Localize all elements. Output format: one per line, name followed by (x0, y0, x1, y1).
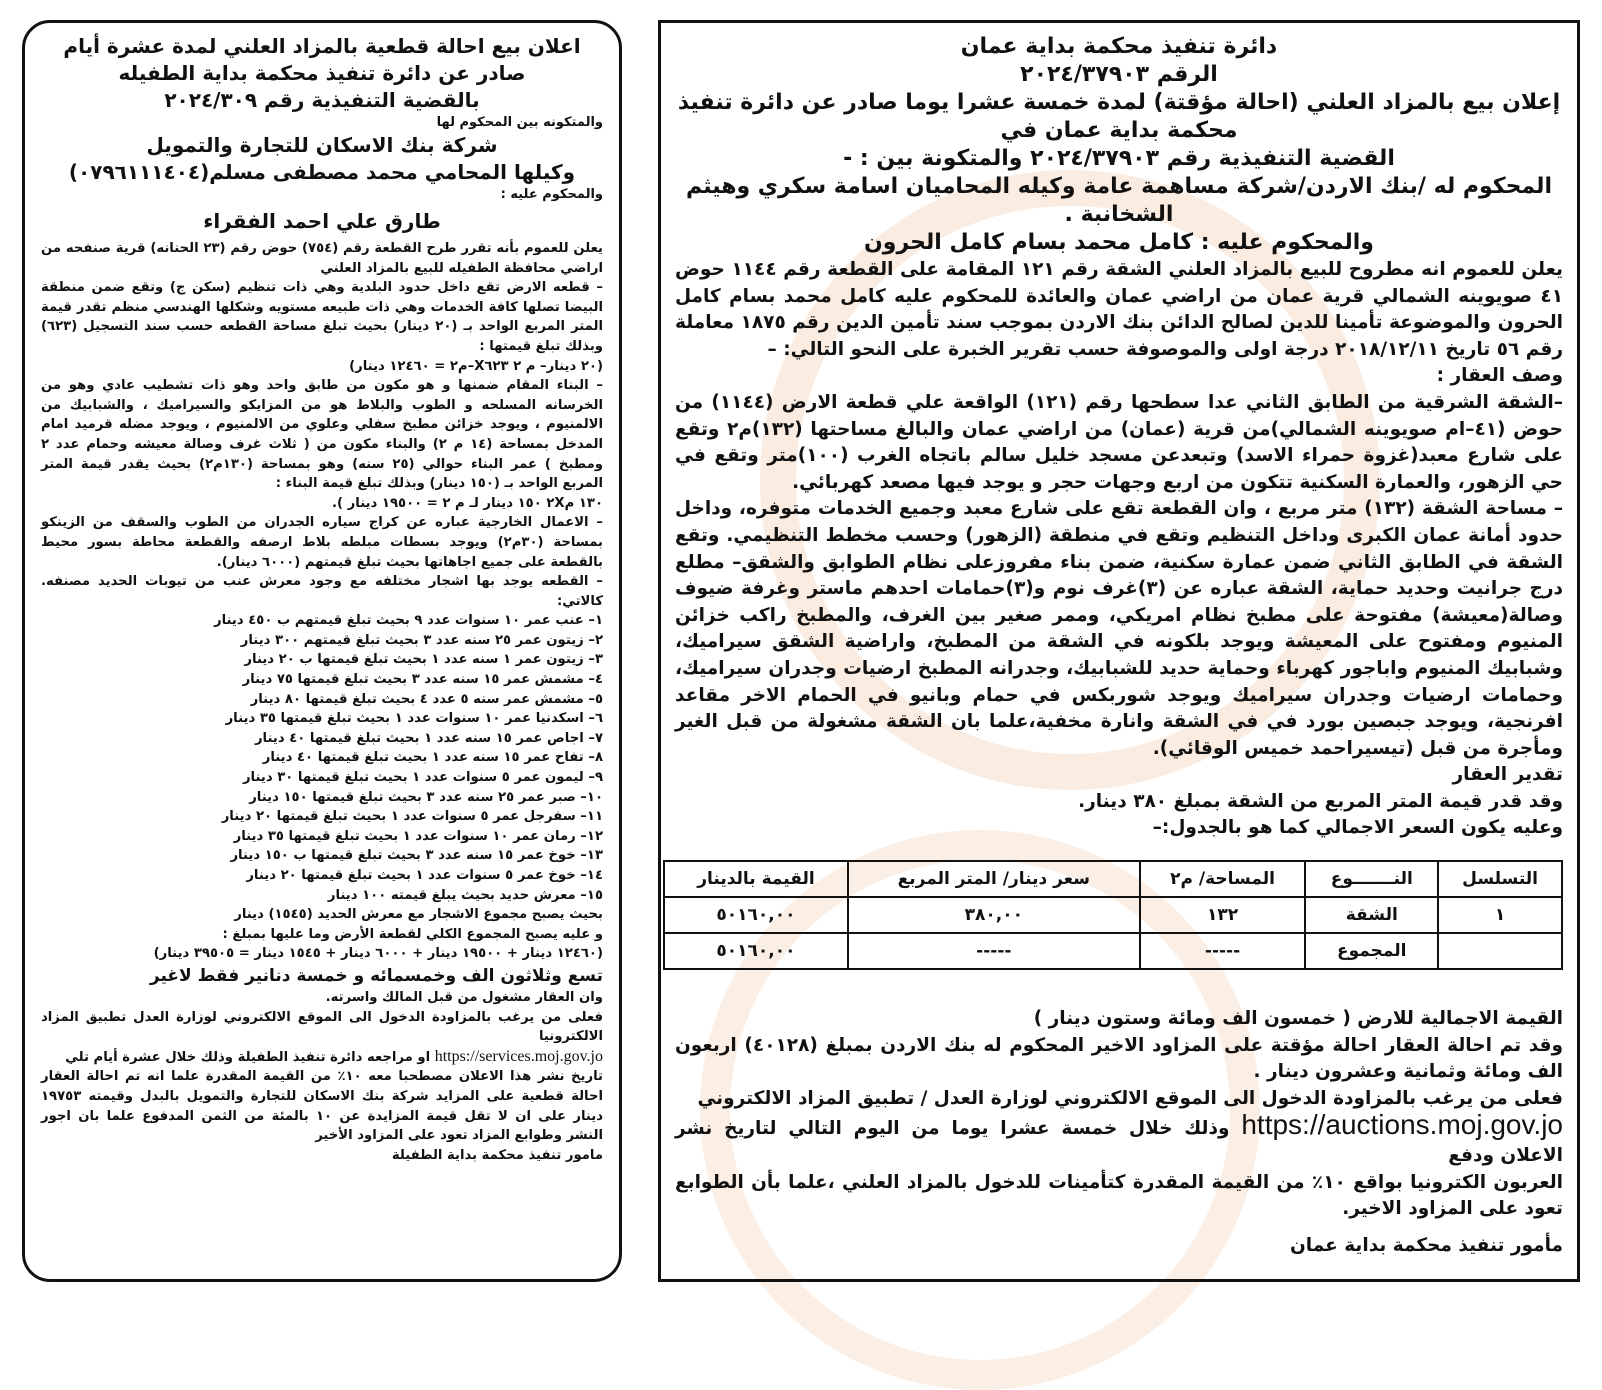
announcement-footer (675, 1006, 1563, 1259)
grand-total-calc: (١٢٤٦٠ دينار + ١٩٥٠٠ دينار + ٦٠٠٠ دينار + ١٥٤٥ دينار = ٣٩٥٠٥ دينار) (153, 946, 603, 962)
intro-paragraph: يعلن للعموم انه مطروح للبيع بالمزاد العلني الشقة رقم ١٢١ المقامة على القطعة رقم ١١٤٤ حوض ٤١ صويوينه الشمالي قرية عمان من اراضي عمان والعائدة للمحكوم عليه كامل محمد بسام كامل الحرون والموضوعة تأمينا للدين لصالح الدائن بنك الاردن بموجب سند تأمين الدين رقم ١٨٧٥ معاملة رقم ٥٦ تاريخ ٢٠١٨/١٢/١١ درجة اولى والموصوفة حسب تقرير الخبرة على النحو التالي: – (675, 259, 1563, 360)
list-item: ٧– اجاص عمر ١٥ سنه عدد ١ بحيث تبلغ قيمتها ٤٠ دينار (254, 730, 603, 746)
provisional-award: وقد تم احالة العقار احالة مؤقتة على المزاود الاخير المحكوم له بنك الاردن بمبلغ (٤٠١٢٨) اربعون الف ومائة وثمانية وعشرون دينار . (675, 1034, 1564, 1083)
deadline-text: او مراجعه دائرة تنفيذ الطفيلة وذلك خلال عشرة أيام تلي (65, 1049, 431, 1065)
list-item: ١– عنب عمر ١٠ سنوات عدد ٩ بحيث تبلغ قيمتهم ب ٤٥٠ دينار (213, 613, 603, 629)
case-number: بالقضية التنفيذية رقم ٢٠٢٤/٣٠٩ (164, 88, 480, 112)
building-value-calc: ١٣٠ م٢X ١٥٠ دينار لـ م ٢ = ١٩٥٠٠ دينار ). (332, 495, 603, 511)
cell: الشقة (1305, 897, 1438, 933)
list-item: ١٥– معرش حديد بحيث يبلغ قيمته ١٠٠ دينار (327, 887, 603, 903)
list-item: ٦– اسكدنيا عمر ١٠ سنوات عدد ١ بحيث تبلغ قيمتها ٣٥ دينار (225, 711, 603, 727)
table-row (664, 933, 1562, 969)
list-item: ٤– مشمش عمر ١٥ سنه عدد ٣ بحيث تبلغ قيمتها ٧٥ دينار (242, 672, 603, 688)
cell: المجموع (1305, 933, 1438, 969)
total-value-words: القيمة الاجمالية للارض ( خمسون الف ومائة وستون دينار ) (1033, 1008, 1563, 1030)
list-item: ١٣– خوخ عمر ١٥ سنه عدد ٣ بحيث تبلغ قيمتها ب ١٥٠ دينار (230, 848, 603, 864)
cell: ----- (1140, 933, 1306, 969)
case-parties-intro: القضية التنفيذية رقم ٢٠٢٤/٣٧٩٠٣ والمتكونة بين : - (843, 146, 1395, 171)
plaintiff: شركة بنك الاسكان للتجارة والتمويل (146, 133, 498, 157)
announcement-body (675, 257, 1563, 842)
defendant: والمحكوم عليه : كامل محمد بسام كامل الحرون (864, 230, 1374, 255)
intro-paragraph: يعلن للعموم بأنه تقرر طرح القطعة رقم (٧٥٤) حوض رقم (٢٣ الحنانه) قرية صنفحه من اراضي محافظة الطفيله للبيع بالمزاد العلني (41, 241, 603, 276)
auctions-link[interactable]: https://auctions.moj.gov.jo (1241, 1109, 1563, 1141)
cell: ----- (848, 933, 1140, 969)
bidding-instructions: فعلى من يرغب بالمزاودة الدخول الى الموقع الالكتروني لوزارة العدل / تطبيق المزاد الالكتروني (697, 1087, 1563, 1109)
trees-total: بحيث يصبح مجموع الاشجار مع معرش الحديد (١٥٤٥) دينار (234, 907, 603, 923)
case-number: الرقم ٢٠٢٤/٣٧٩٠٣ (1020, 62, 1218, 87)
court-name: صادر عن دائرة تنفيذ محكمة بداية الطفيله (118, 61, 526, 85)
land-description: – قطعه الارض تقع داخل حدود البلدية وهي ذات تنظيم (سكن ج) وتقع ضمن منطقة البيضا تصلها كافة الخدمات وهي ذات طبيعه مستويه وشكلها الهندسي منظم تقدر قيمة المتر المربع الواحد بـ (٢٠ دينار) بحيث تبلغ مساحة القطعه حسب سند التسجيل (٦٢٣) وبذلك تبلغ قيمتها : (41, 280, 603, 354)
list-item: ٨– تفاح عمر ١٥ سنه عدد ١ بحيث تبلغ قيمتها ٤٠ دينار (262, 750, 603, 766)
cell: ٥٠١٦٠,٠٠ (664, 897, 848, 933)
property-description-label: وصف العقار : (1436, 365, 1563, 387)
plaintiff: المحكوم له /بنك الاردن/شركة مساهمة عامة وكيله المحاميان اسامة سكري وهيثم الشخانبة . (686, 174, 1552, 227)
announcement-footer (41, 988, 603, 1165)
cell: ١٣٢ (1140, 897, 1306, 933)
defendant-label: والمحكوم عليه : (500, 187, 603, 202)
services-link[interactable]: https://services.moj.gov.jo (434, 1047, 603, 1065)
deadline-text: وذلك خلال خمسة عشرا يوما من اليوم التالي لتاريخ نشر الاعلان ودفع (675, 1118, 1563, 1167)
announcement-title: إعلان بيع بالمزاد العلني (احالة مؤقتة) لمدة خمسة عشرا يوما صادر عن دائرة تنفيذ محكمة بداية عمان في (677, 90, 1561, 143)
trees-intro: – القطعه يوجد بها اشجار مختلفه مع وجود معرش عنب من تيوبات الحديد مصنفه. كالاتي: (41, 574, 603, 609)
tafileh-court-announcement (22, 20, 622, 1282)
external-works: – الاعمال الخارجية عباره عن كراج سياره الجدران من الطوب والسقف من الزينكو بمساحة (٣٠م٢) ويوجد بسطات مبلطه بلاط ارصفه والقطعة محاطة بسور محيط بالقطعة على جميع اجاهاتها بحيث تبلغ قيمتهم (٦٠٠٠ دينار). (41, 515, 603, 570)
header-type: النـــــــوع (1305, 861, 1438, 897)
cell: ٣٨٠,٠٠ (848, 897, 1140, 933)
list-item: ١٢– رمان عمر ١٠ سنوات عدد ١ بحيث تبلغ قيمتها ٣٥ دينار (233, 828, 603, 844)
table-intro: وعليه يكون السعر الاجمالي كما هو بالجدول:– (1152, 817, 1563, 839)
deposit-text: العربون الكترونيا بواقع ١٠٪ من القيمة المقدرة كتأمينات للدخول بالمزاد العلني ،علما بأن الطوابع تعود على المزاود الاخير. (675, 1171, 1564, 1220)
parties-label: والمتكونه بين المحكوم لها (436, 115, 603, 130)
price-per-meter: وقد قدر قيمة المتر المربع من الشقة بمبلغ ٣٨٠ دينار. (1078, 790, 1563, 812)
building-description: – البناء المقام ضمنها و هو مكون من طابق واحد وهو ذات تشطيب عادي وهو من الخرسانه المسلحه و الطوب والبلاط هو من المزايكو والسيراميك ، والشبابيك من الالمنيوم ، ويوجد خزائن مطبخ سفلي وعلوي من الالمنيوم ، ويوجد مضله قرميد امام المدخل بمساحة (١٤ م ٢) والبناء مكون من ( ثلاث غرف وصالة معيشه وحمام عدد ٢ ومطبخ ) عمر البناء حوالي (٢٥ سنه) وهو بمساحة (١٣٠م٢) بحيث يقدر قيمة المتر المربع الواحد بـ (١٥٠ دينار) وبذلك تبلغ قيمة البناء : (41, 378, 603, 492)
list-item: ١١– سفرجل عمر ٥ سنوات عدد ١ بحيث تبلغ قيمتها ٢٠ دينار (221, 809, 603, 825)
court-name: دائرة تنفيذ محكمة بداية عمان (960, 34, 1278, 59)
table-header-row (664, 861, 1562, 897)
url-line (675, 1109, 1563, 1169)
property-details: – مساحة الشقة (١٣٢) متر مربع ، وان القطعة تقع على شارع معبد وجميع الخدمات متوفره، وداخل حدود أمانة عمان الكبرى وداخل التنظيم وتقع في منطقة (الزهور) وحسب مخطط التنظيمي. وتقع الشقة في الطابق الثاني ضمن عمارة سكنية، ضمن بناء مفروزعلى نظام الطوابق والشقق– مطلع درج جرانيت وحديد حماية، الشقة عباره عن (٣)غرف نوم و(٣)حمامات احدهم ماستر وغرفة ضيوف وصالة(معيشة) مفتوحة على مطبخ نظام امريكي، وممر صغير بين الغرف، والمطبخ راكب خزائن المنيوم ومفتوح على المعيشة ويوجد بلكونه في الشقة من المطبخ، واراضية الشقق سيراميك، وشبابيك المنيوم واباجور كهرباء وحماية حديد للشبابيك، وجدرانه المطبخ ارضيات وجدران سيراميك، وحمامات ارضيات وجدران سيراميك ويوجد شوربكس في حمام وبانيو في الحمام الاخر مقاعد افرنجية، ويوجد جبصين بورد في في الشقة وانارة مخفية،علما بان الشقة مشغولة من قبل الغير ومأجرة من قبل (تيسيراحمد خميس الوقائي). (675, 498, 1564, 759)
list-item: ٩– ليمون عمر ٥ سنوات عدد ١ بحيث تبلغ قيمتها ٣٠ دينار (242, 770, 603, 786)
announcement-title: اعلان بيع احالة قطعية بالمزاد العلني لمدة عشرة أيام (63, 34, 581, 58)
list-item: ٣– زيتون عمر ١ سنه عدد ١ بحيث تبلغ قيمتها ب ٢٠ دينار (244, 652, 603, 668)
header-value: القيمة بالدينار (664, 861, 848, 897)
header-price: سعر دينار/ المتر المربع (848, 861, 1140, 897)
list-item: ١٠– صبر عمر ٢٥ سنه عدد ٣ بحيث تبلغ قيمتها ١٥٠ دينار (249, 789, 603, 805)
property-location: –الشقة الشرقية من الطابق الثاني عدا سطحها رقم (١٢١) الواقعة علي قطعة الارض (١١٤٤) من حوض (٤١–ام صويوينه الشمالي)من قرية (عمان) من اراضي عمان والبالغ مساحتها (١٣٢)م٢ وتقع على شارع معبد(غزوة حمراء الاسد) وتبعدعن مسجد خليل سالم باتجاه الغرب (١٠٠)متر وتقع في حي الزهور، والعمارة السكنية تتكون من اربع وجهات حجر و يوجد فيها مصعد كهربائي. (675, 391, 1563, 493)
list-item: ٥– مشمش عمر سنه ٥ عدد ٤ بحيث تبلغ قيمتها ٨٠ دينار (250, 691, 603, 707)
cell: ١ (1438, 897, 1562, 933)
bidding-instructions: فعلى من يرغب بالمزاودة الدخول الى الموقع الالكتروني لوزارة العدل تطبيق المزاد الالكترونيا (41, 1009, 603, 1045)
plaintiff-lawyer: وكيلها المحامي محمد مصطفى مسلم(٠٧٩٦١١١٤٠٤) (68, 160, 576, 184)
trees-list (41, 611, 603, 905)
announcement-body (41, 239, 603, 964)
defendant: طارق علي احمد الفقراء (203, 209, 441, 233)
grand-total-intro: و عليه يصبح المجموع الكلي لقطعة الأرض وما عليها بمبلغ : (222, 926, 603, 942)
final-award: تاريخ نشر هذا الاعلان مصطحبا معه ١٠٪ من القيمة المقدرة علما انه تم احالة العقار احالة قطعية على المزايد شركة بنك الاسكان للتجارة والتمويل بالبدل وقيمته ١٩٧٥٣ دينار على ان لا تقل قيمة المزايدة عن ١٠ بالمئة من الثمن المدفوع علما بان اجور النشر وطوابع المزاد تعود على المزاود الأخير (41, 1069, 603, 1144)
total-in-words: تسع وثلاثون الف وخمسمائه و خمسة دنانير فقط لاغير (149, 965, 603, 986)
list-item: ٢– زيتون عمر ٢٥ سنه عدد ٣ بحيث تبلغ قيمتهم ٣٠٠ دينار (240, 632, 603, 648)
url-line (41, 1047, 603, 1068)
cell: ٥٠١٦٠,٠٠ (664, 933, 848, 969)
header-serial: التسلسل (1438, 861, 1562, 897)
list-item: ١٤– خوخ عمر ٥ سنوات عدد ١ بحيث تبلغ قيمتها ٢٠ دينار (246, 868, 603, 883)
signature: مأمور تنفيذ محكمة بداية عمان (1289, 1234, 1563, 1256)
table-row (664, 897, 1562, 933)
amman-court-announcement (658, 20, 1580, 1282)
header-area: المساحة/ م٢ (1140, 861, 1306, 897)
valuation-label: تقدير العقار (1452, 764, 1563, 786)
occupancy: وان العقار مشغول من قبل المالك واسرته. (325, 989, 603, 1005)
land-value-calc: (٢٠ دينار– م ٢ X٦٢٣–م٢ = ١٢٤٦٠ دينار) (349, 358, 603, 374)
valuation-table (663, 860, 1563, 970)
signature: مامور تنفيذ محكمة بداية الطفيلة (391, 1147, 603, 1163)
cell (1438, 933, 1562, 969)
